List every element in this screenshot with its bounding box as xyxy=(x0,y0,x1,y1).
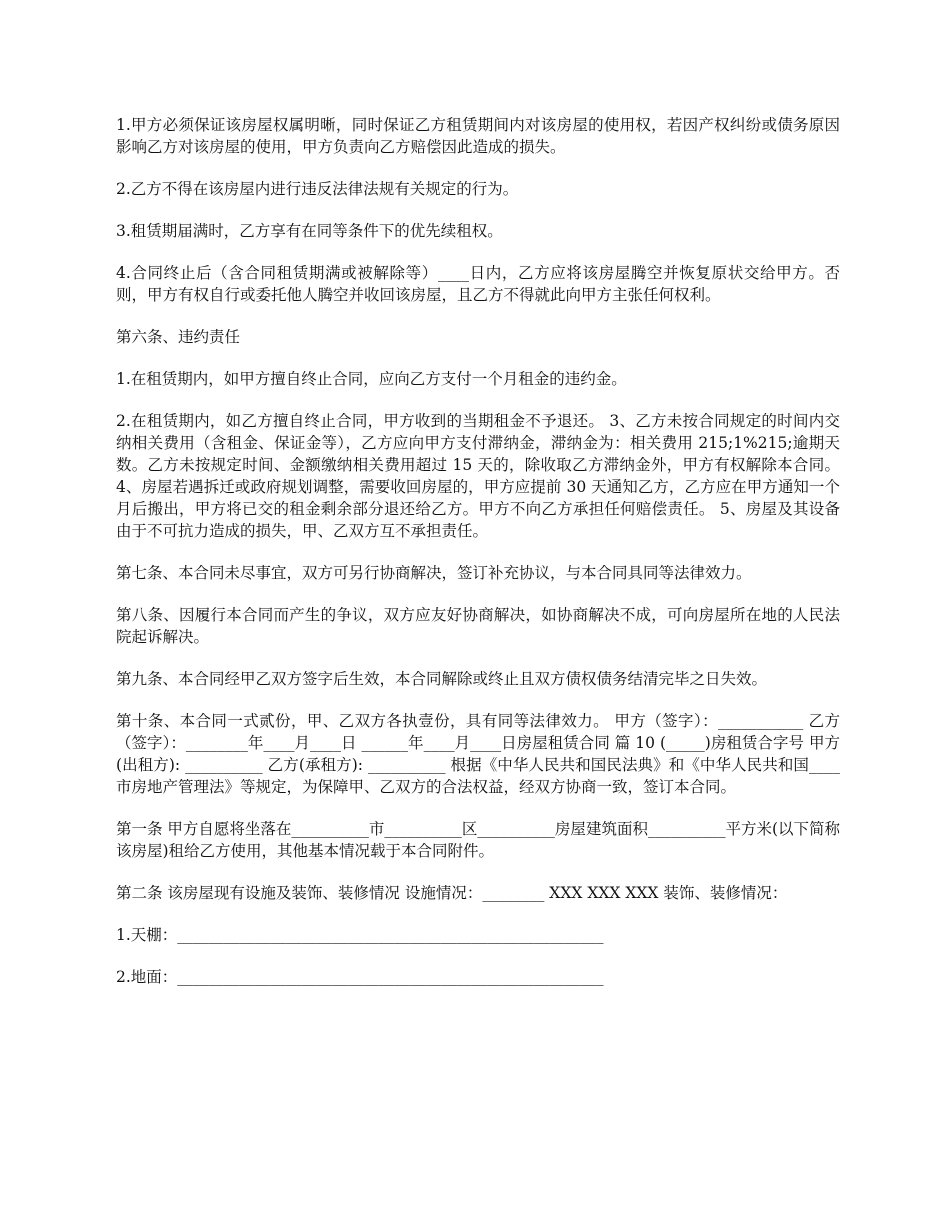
clause-paragraph: 3.租赁期届满时，乙方享有在同等条件下的优先续租权。 xyxy=(116,222,503,240)
article-paragraph: 第八条、因履行本合同而产生的争议，双方应友好协商解决，如协商解决不成，可向房屋所在地的人民法院起诉解决。 xyxy=(116,606,840,646)
article-paragraph: 第七条、本合同未尽事宜，双方可另行协商解决，签订补充协议，与本合同具同等法律效力。 xyxy=(116,564,752,582)
clause-paragraph: 1.在租赁期内，如甲方擅自终止合同，应向乙方支付一个月租金的违约金。 xyxy=(116,370,627,388)
article-paragraph: 第一条 甲方自愿将坐落在__________市__________区__________房屋建筑面积__________平方米(以下简称该房屋)租给乙方使用，其他基本情况载于本合同附件。 xyxy=(116,820,840,860)
article-paragraph: 第十条、本合同一式贰份，甲、乙双方各执壹份，具有同等法律效力。 甲方（签字）：___________ 乙方（签字）：________年____月____日 ______年____月____日房屋租赁合同 篇 10 (_____)房租赁合字号 甲方(出租方): __________ 乙方(承租方): __________ 根据《中华人民共和国民法典》和《中华人民共和国____市房地产管理法》等规定，为保障甲、乙双方的合法权益，经双方协商一致，签订本合同。 xyxy=(116,712,840,796)
clause-paragraph: 2.乙方不得在该房屋内进行违反法律法规有关规定的行为。 xyxy=(116,180,519,198)
fill-in-line-ceiling: 1.天棚：_______________________________________________________ xyxy=(116,926,604,944)
article-paragraph: 第九条、本合同经甲乙双方签字后生效，本合同解除或终止且双方债权债务结清完毕之日失效。 xyxy=(116,670,768,688)
article-paragraph: 第二条 该房屋现有设施及装饰、装修情况 设施情况：________ XXX XXX XXX 装饰、装修情况： xyxy=(116,884,788,902)
clause-paragraph: 2.在租赁期内，如乙方擅自终止合同，甲方收到的当期租金不予退还。 3、乙方未按合同规定的时间内交纳相关费用（含租金、保证金等），乙方应向甲方支付滞纳金，滞纳金为：相关费用 215;1%215;逾期天数。乙方未按规定时间、金额缴纳相关费用超过 15 天的，除收取乙方滞纳金外，甲方有权解除本合同。 4、房屋若遇拆迁或政府规划调整，需要收回房屋的，甲方应提前 30 天通知乙方，乙方应在甲方通知一个月后搬出，甲方将已交的租金剩余部分退还给乙方。甲方不向乙方承担任何赔偿责任。 5、房屋及其设备由于不可抗力造成的损失，甲、乙双方互不承担责任。 xyxy=(116,412,840,540)
clause-paragraph: 4.合同终止后（含合同租赁期满或被解除等）____日内，乙方应将该房屋腾空并恢复原状交给甲方。否则，甲方有权自行或委托他人腾空并收回该房屋，且乙方不得就此向甲方主张任何权利。 xyxy=(116,264,840,304)
fill-in-line-floor: 2.地面：_______________________________________________________ xyxy=(116,968,604,986)
document-body xyxy=(116,114,840,1008)
section-heading: 第六条、违约责任 xyxy=(116,328,241,346)
clause-paragraph: 1.甲方必须保证该房屋权属明晰，同时保证乙方租赁期间内对该房屋的使用权，若因产权纠纷或债务原因影响乙方对该房屋的使用，甲方负责向乙方赔偿因此造成的损失。 xyxy=(116,116,840,156)
